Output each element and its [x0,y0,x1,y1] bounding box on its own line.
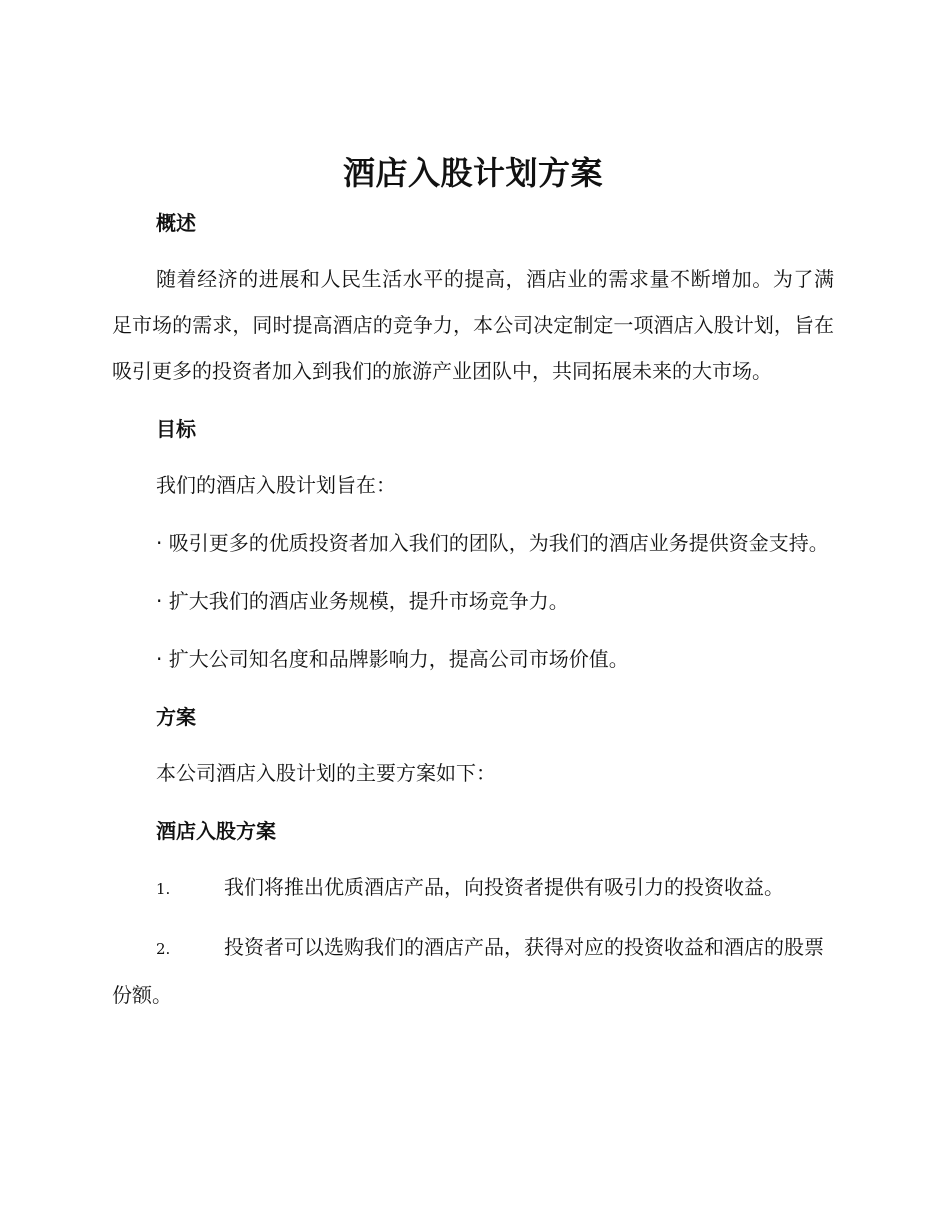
section-heading-goals: 目标 [156,417,196,441]
plan-intro: 本公司酒店入股计划的主要方案如下： [156,761,496,785]
section-heading-plan: 方案 [156,705,196,729]
goal-bullet-1: · 吸引更多的优质投资者加入我们的团队，为我们的酒店业务提供资金支持。 [156,531,829,555]
goal-bullet-3: · 扩大公司知名度和品牌影响力，提高公司市场价值。 [156,647,629,671]
overview-paragraph: 随着经济的进展和人民生活水平的提高，酒店业的需求量不断增加。为了满足市场的需求，同时提高酒店的竞争力，本公司决定制定一项酒店入股计划，旨在吸引更多的投资者加入到我们的旅游产业团队中，共同拓展未来的大市场。 [112,267,834,383]
document-title: 酒店入股计划方案 [342,154,603,192]
plan-item-text: 投资者可以选购我们的酒店产品，获得对应的投资收益和酒店的股票份额。 [112,935,824,1007]
plan-item-text: 我们将推出优质酒店产品，向投资者提供有吸引力的投资收益。 [224,875,784,899]
subsection-heading-hotel-equity-plan: 酒店入股方案 [156,819,276,843]
plan-item-number: 2. [156,940,171,958]
goal-bullet-2: · 扩大我们的酒店业务规模，提升市场竞争力。 [156,589,569,613]
section-heading-overview: 概述 [156,211,196,235]
plan-item-number: 1. [156,880,171,898]
plan-item-1 [112,864,834,912]
plan-item-2 [112,924,834,1018]
goals-intro: 我们的酒店入股计划旨在： [156,473,396,497]
document-page [112,148,834,1030]
